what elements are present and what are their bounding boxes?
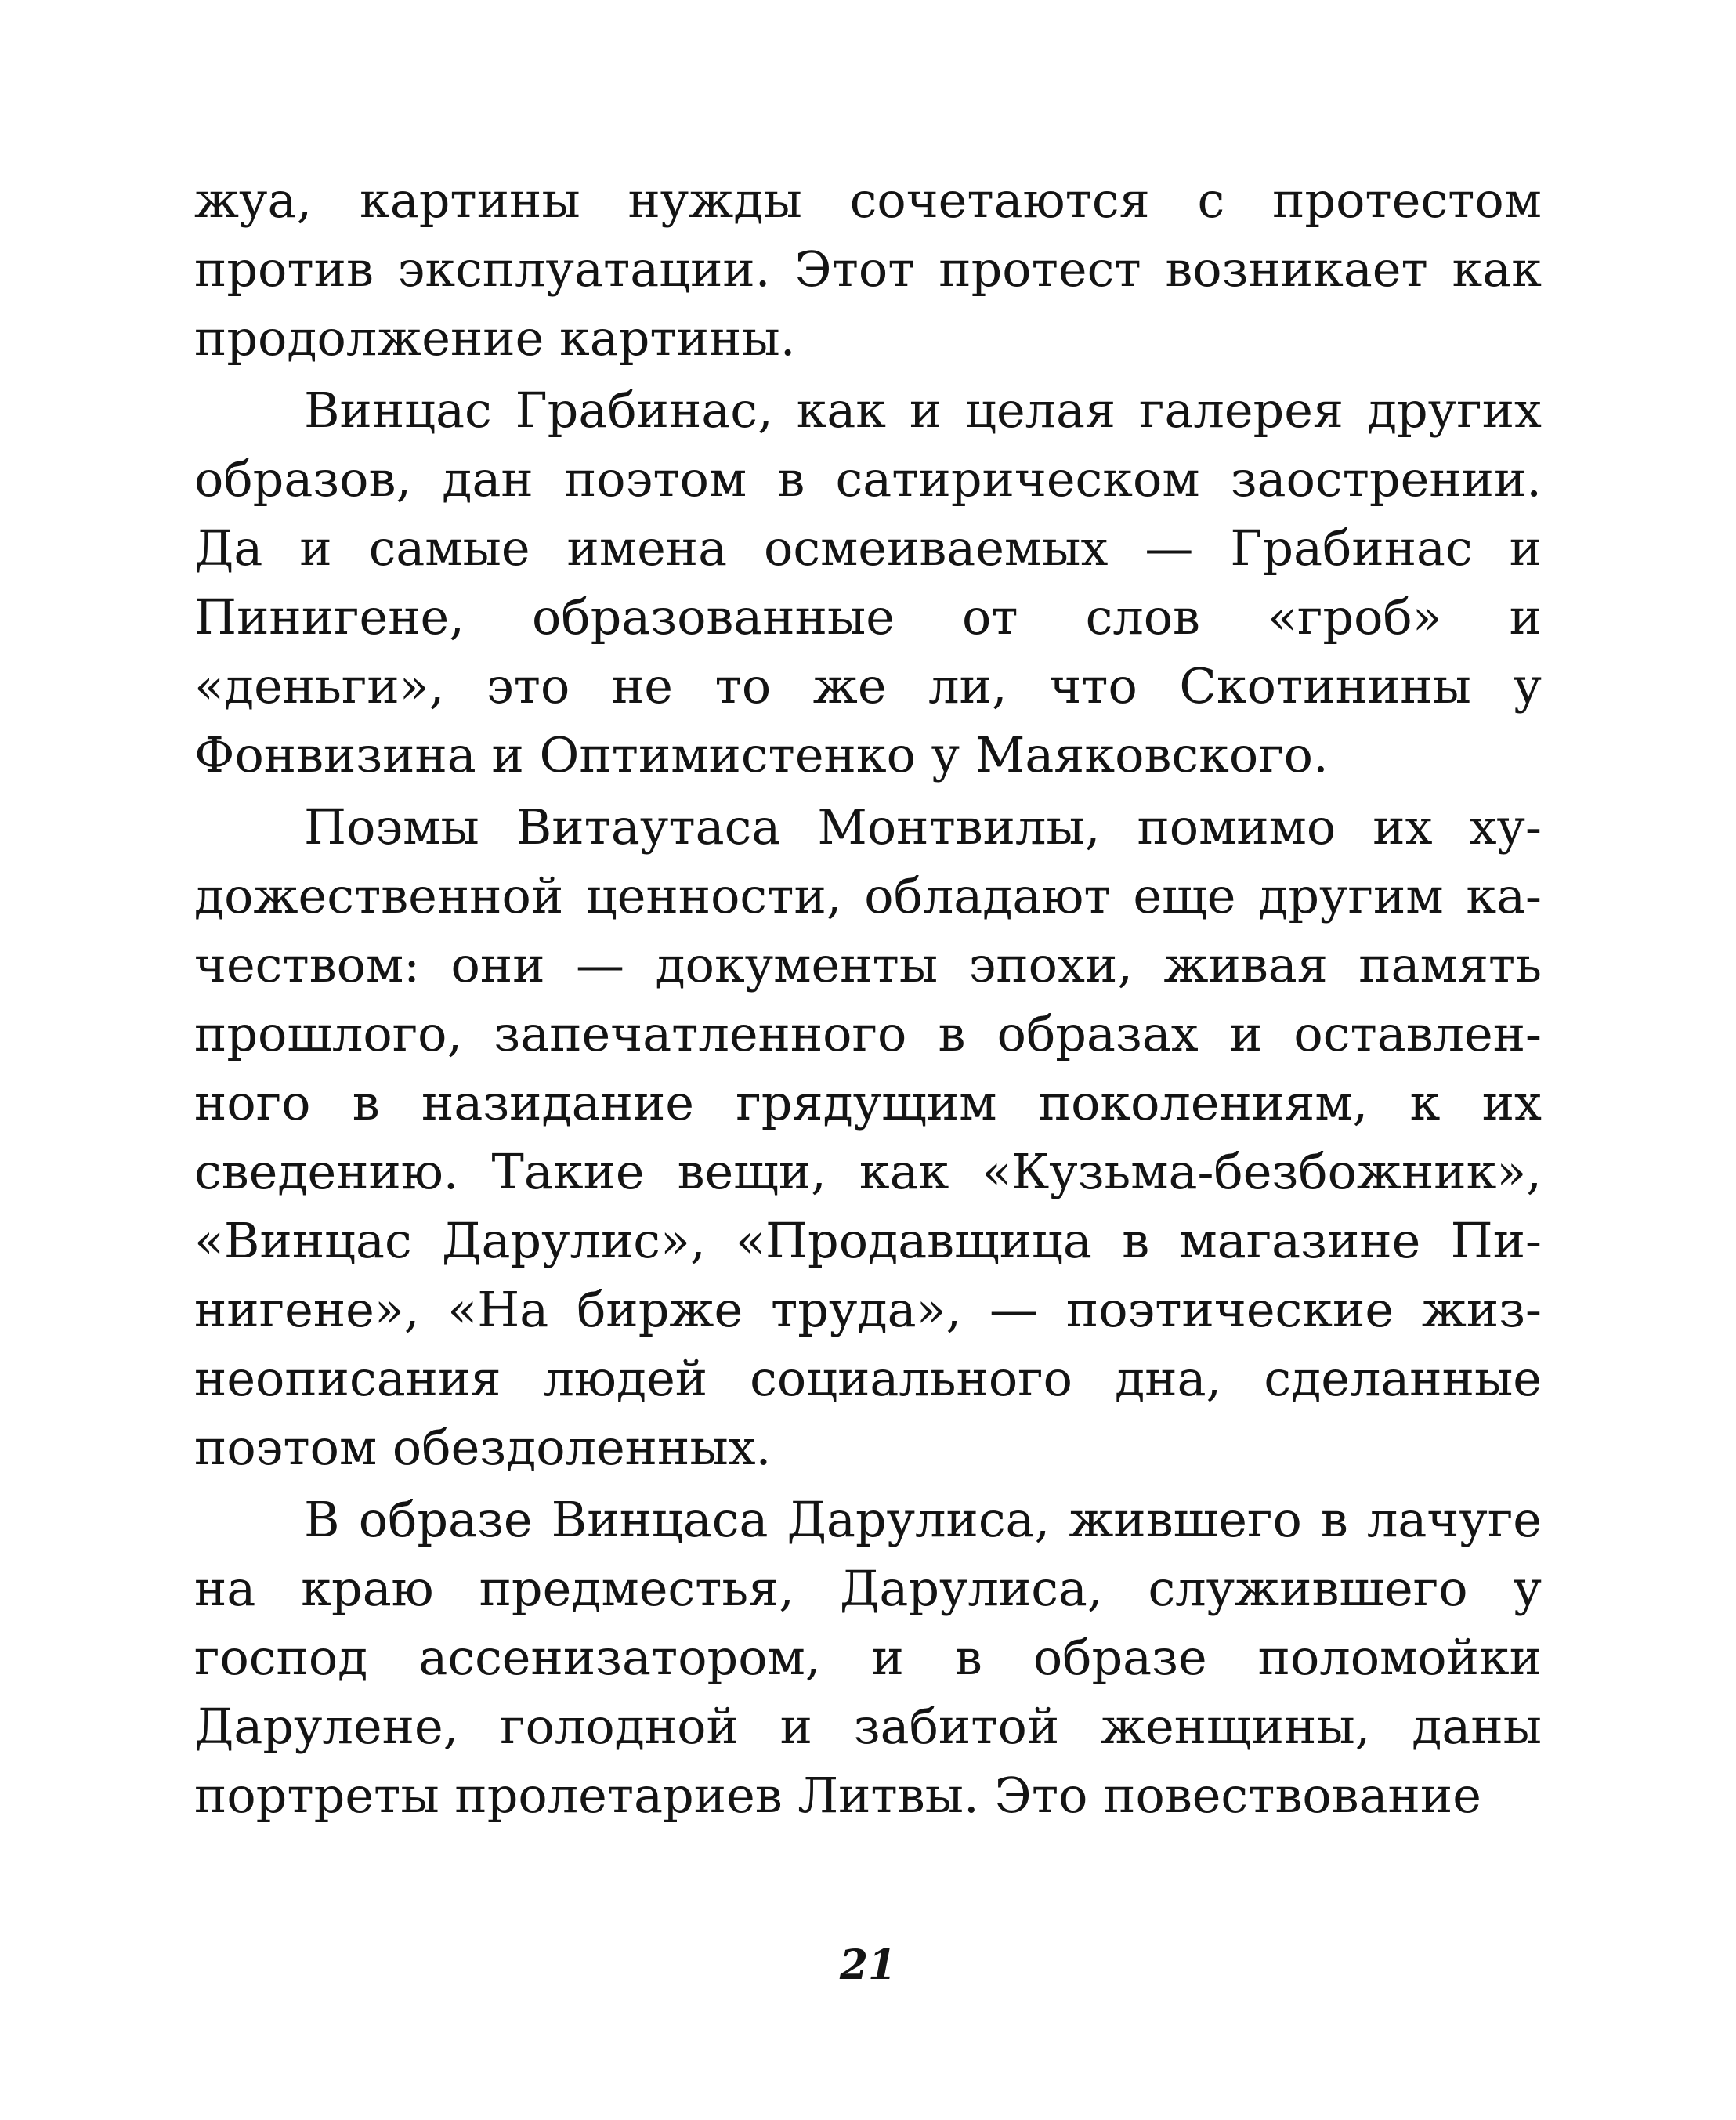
body-text (194, 166, 1542, 1830)
paragraph-4: В образе Винцаса Дарулиса, жившего в лачуге на краю предместья, Дарулиса, служившего у господ ассенизатором, и в образе поломойки Дарулене, голодной и забитой женщины, даны портреты пролетариев Литвы. Это повествование (194, 1491, 1542, 1824)
paragraph-3: Поэмы Витаутаса Монтвилы, помимо их художественной ценности, обладают еще другим качеством: они — документы эпохи, живая память прошлого, запечатленного в образах и оставленного в назидание грядущим поколениям, к их сведению. Такие вещи, как «Кузьма-безбожник», «Винцас Дарулис», «Продавщица в магазине Пинигене», «На бирже труда», — поэтические жизнеописания людей социального дна, сделанные поэтом обездоленных. (194, 798, 1542, 1476)
paragraph-1: жуа, картины нужды сочетаются с протестом против эксплуатации. Этот протест возникает как продолжение картины. (194, 172, 1542, 367)
page-number: 21 (839, 1941, 897, 1989)
paragraph-2: Винцас Грабинас, как и целая галерея других образов, дан поэтом в сатирическом заострении. Да и самые имена осмеиваемых — Грабинас и Пинигене, образованные от слов «гроб» и «деньги», это не то же ли, что Скотинины у Фонвизина и Оптимистенко у Маяковского. (194, 382, 1542, 783)
